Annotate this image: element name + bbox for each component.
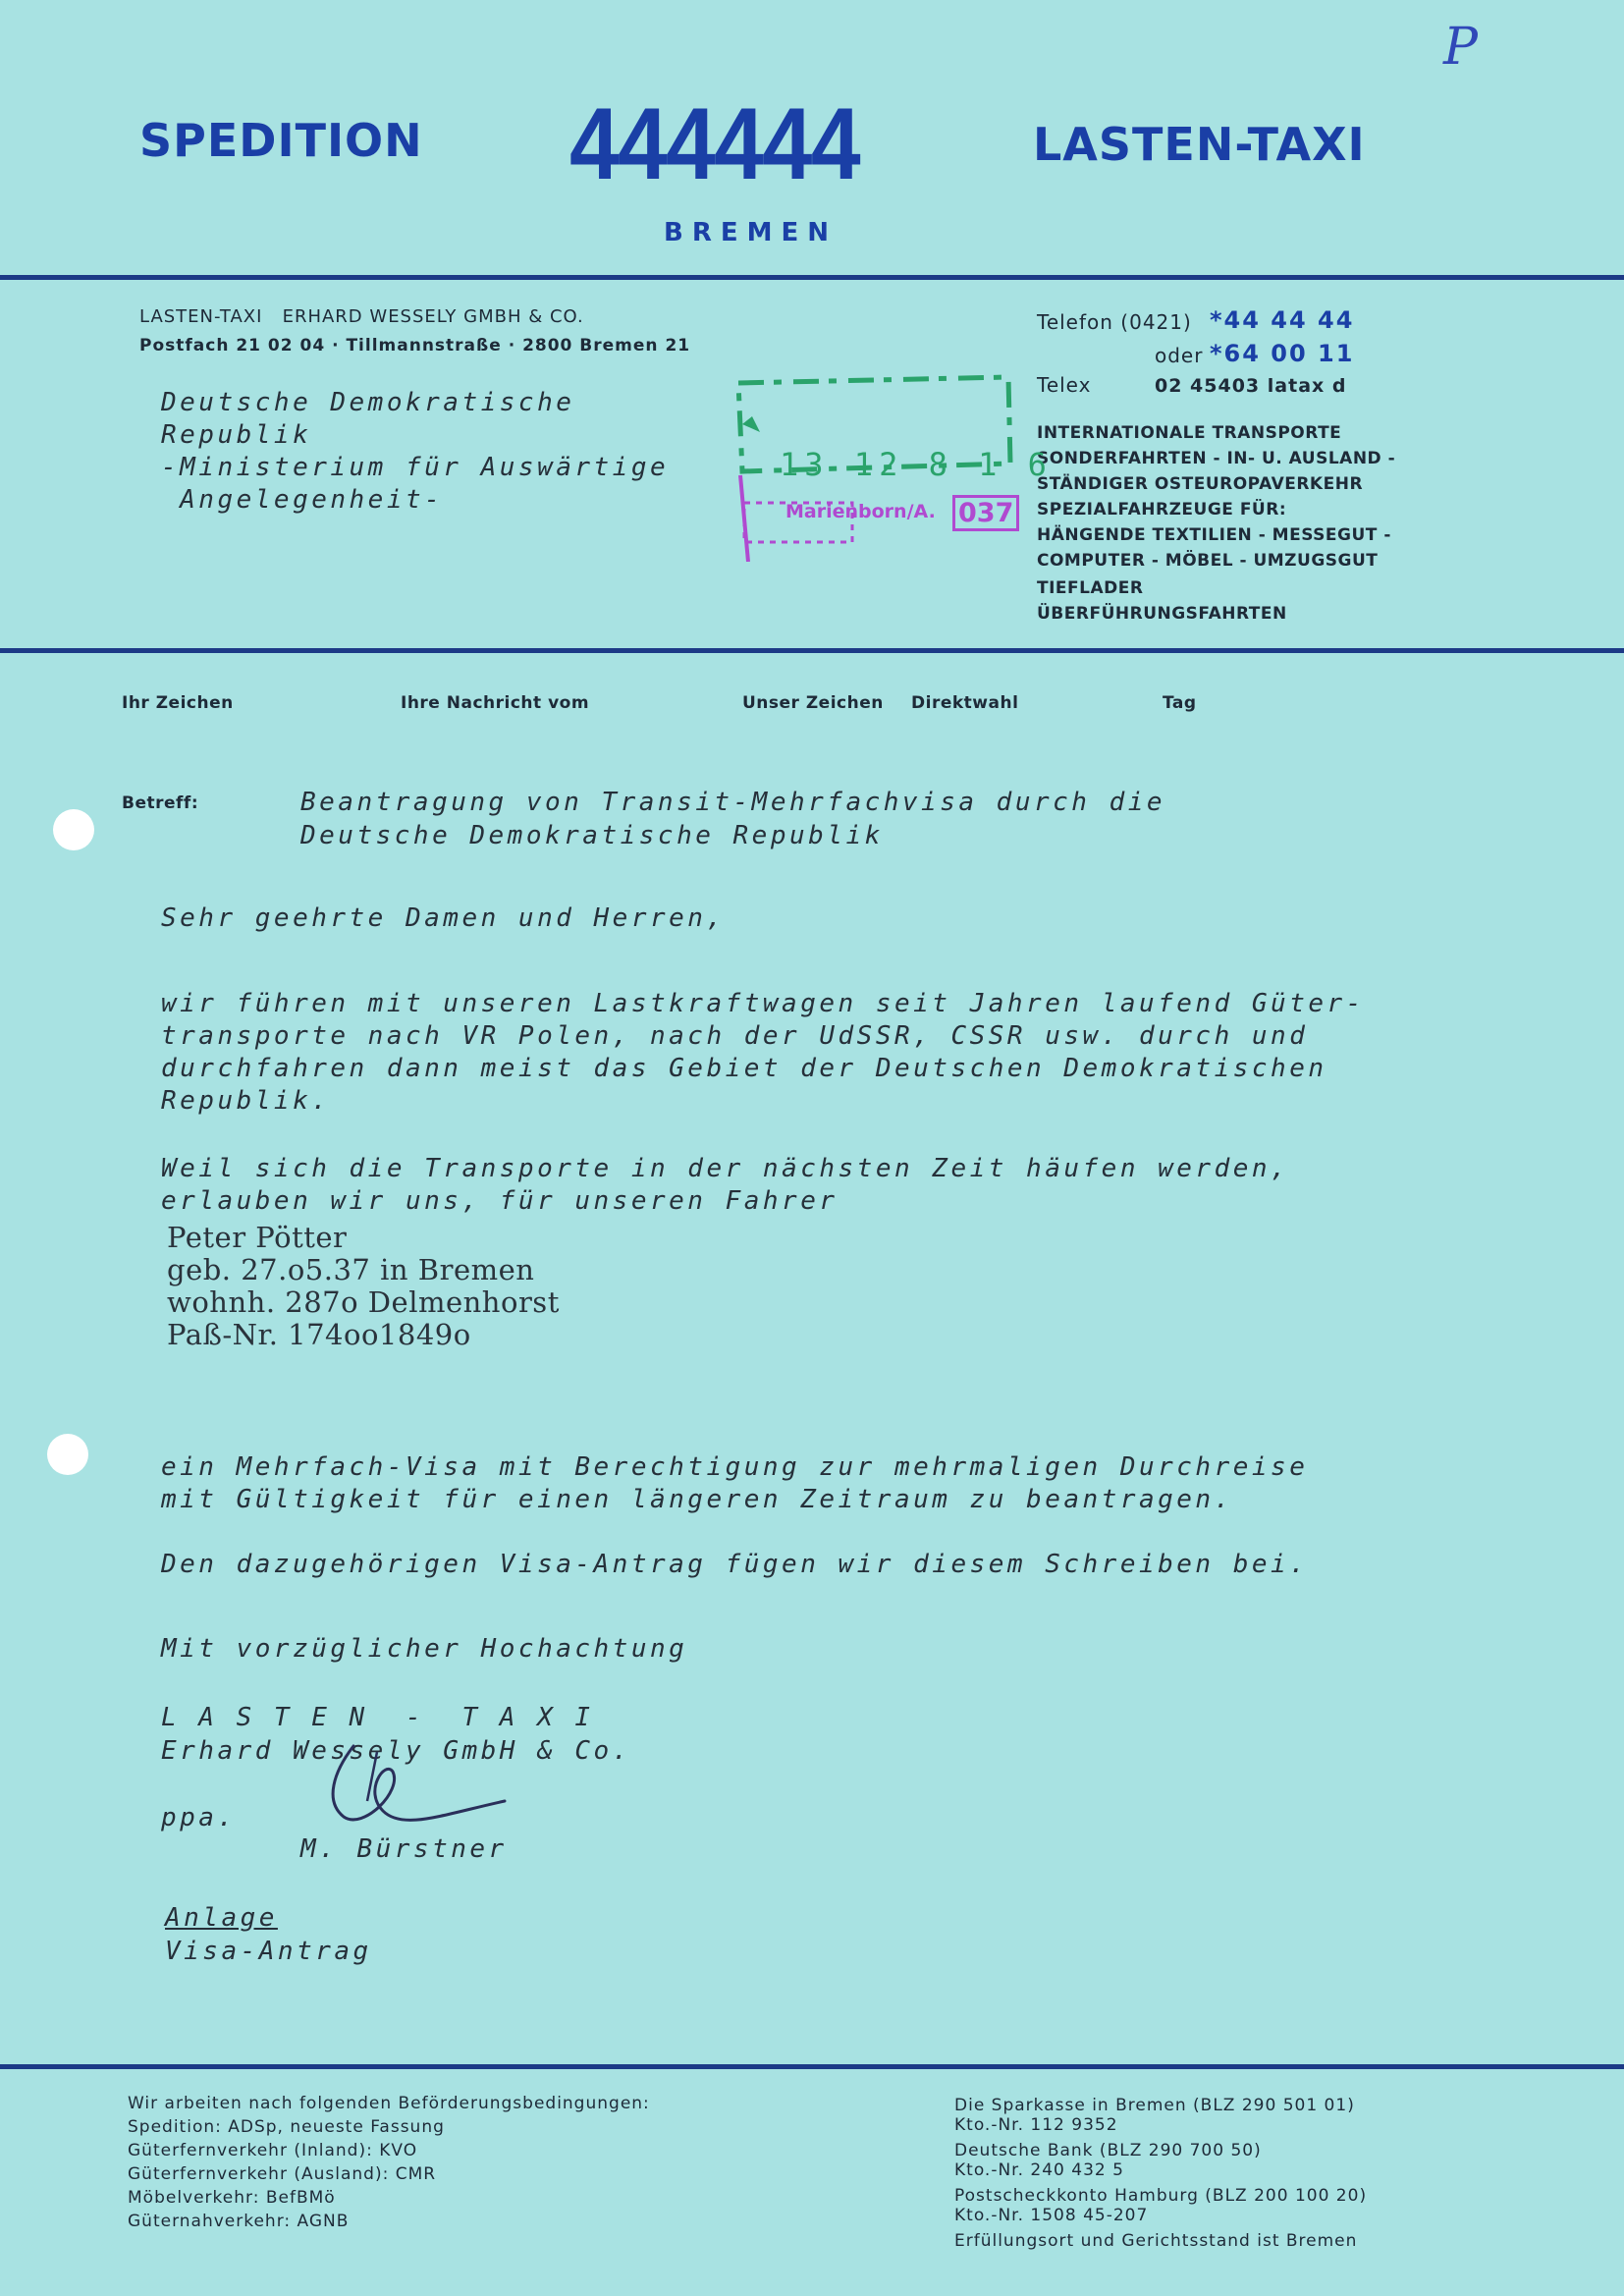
driver-line: Paß-Nr. 174oo1849o bbox=[167, 1318, 471, 1351]
paragraph-4: Den dazugehörigen Visa-Antrag fügen wir diesem Schreiben bei. bbox=[161, 1550, 1309, 1579]
betreff-label: Betreff: bbox=[122, 793, 199, 813]
telefon-number: *44 44 44 bbox=[1210, 306, 1355, 334]
body-line: wir führen mit unseren Lastkraftwagen seit Jahren laufend Güter- bbox=[161, 989, 1365, 1018]
footer-line: Postscheckkonto Hamburg (BLZ 200 100 20) bbox=[954, 2186, 1368, 2206]
recipient-line: Angelegenheit- bbox=[161, 485, 444, 515]
sender-address: Postfach 21 02 04 · Tillmannstraße · 2800 Bremen 21 bbox=[139, 336, 691, 355]
telex-number: 02 45403 latax d bbox=[1155, 375, 1347, 397]
body-line: transporte nach VR Polen, nach der UdSSR, CSSR usw. durch und bbox=[161, 1021, 1309, 1051]
letterhead-city: BREMEN bbox=[664, 218, 838, 247]
betreff-text bbox=[300, 786, 1165, 852]
footer-line: Die Sparkasse in Bremen (BLZ 290 501 01) bbox=[954, 2096, 1355, 2115]
body-line: mit Gültigkeit für einen längeren Zeitraum zu beantragen. bbox=[161, 1485, 1233, 1514]
punch-hole bbox=[47, 1434, 88, 1475]
service-line: INTERNATIONALE TRANSPORTE bbox=[1037, 423, 1342, 443]
driver-line: Peter Pötter bbox=[167, 1221, 348, 1254]
paragraph-2 bbox=[161, 1153, 1289, 1218]
paragraph-3 bbox=[161, 1451, 1308, 1516]
reference-rule bbox=[0, 648, 1624, 653]
salutation: Sehr geehrte Damen und Herren, bbox=[161, 903, 726, 933]
header-rule bbox=[0, 275, 1624, 280]
signature-signer: M. Bürstner bbox=[300, 1834, 508, 1864]
recipient-line: -Ministerium für Auswärtige bbox=[161, 453, 670, 482]
punch-hole bbox=[53, 809, 94, 850]
body-line: Republik. bbox=[161, 1086, 331, 1116]
service-line: SONDERFAHRTEN - IN- U. AUSLAND - bbox=[1037, 449, 1396, 468]
stamp-code: 037 bbox=[952, 495, 1019, 531]
ref-unser-zeichen: Unser Zeichen bbox=[742, 693, 884, 713]
stamp-place: Marienborn/A. bbox=[785, 501, 936, 522]
recipient-block bbox=[161, 387, 669, 517]
footer-terms bbox=[128, 2092, 650, 2233]
oder-number: *64 00 11 bbox=[1210, 340, 1355, 367]
service-line: TIEFLADER bbox=[1037, 578, 1144, 598]
betreff-line: Beantragung von Transit-Mehrfachvisa durch die bbox=[300, 788, 1166, 817]
footer-line: Güterfernverkehr (Inland): KVO bbox=[128, 2141, 418, 2160]
betreff-line: Deutsche Demokratische Republik bbox=[300, 821, 884, 850]
signature-company-2: Erhard Wessely GmbH & Co. bbox=[161, 1736, 631, 1766]
ref-tag: Tag bbox=[1163, 693, 1197, 713]
stamp-date: 13 12 8 1 6 bbox=[780, 446, 1053, 483]
recipient-line: Deutsche Demokratische bbox=[161, 388, 575, 417]
service-line: COMPUTER - MÖBEL - UMZUGSGUT bbox=[1037, 551, 1379, 571]
driver-line: geb. 27.o5.37 in Bremen bbox=[167, 1253, 535, 1286]
oder-label: oder bbox=[1155, 344, 1204, 367]
service-line: HÄNGENDE TEXTILIEN - MESSEGUT - bbox=[1037, 525, 1391, 545]
footer-line: Güterfernverkehr (Ausland): CMR bbox=[128, 2164, 437, 2184]
ref-ihre-nachricht: Ihre Nachricht vom bbox=[401, 693, 590, 713]
footer-line: Wir arbeiten nach folgenden Beförderungsbedingungen: bbox=[128, 2094, 650, 2113]
border-stamp bbox=[729, 365, 1053, 562]
body-line: erlauben wir uns, für unseren Fahrer bbox=[161, 1186, 839, 1216]
service-line: SPEZIALFAHRZEUGE FÜR: bbox=[1037, 500, 1287, 519]
footer-line: Kto.-Nr. 1508 45-207 bbox=[954, 2206, 1149, 2225]
service-line: STÄNDIGER OSTEUROPAVERKEHR bbox=[1037, 474, 1364, 494]
footer-line: Deutsche Bank (BLZ 290 700 50) bbox=[954, 2141, 1262, 2160]
enclosure-item: Visa-Antrag bbox=[165, 1937, 372, 1966]
signature-ppa: ppa. bbox=[161, 1803, 237, 1832]
footer-line: Möbelverkehr: BefBMö bbox=[128, 2188, 336, 2208]
footer-line: Erfüllungsort und Gerichtsstand ist Bremen bbox=[954, 2231, 1358, 2251]
telex-label: Telex bbox=[1037, 373, 1092, 397]
ref-ihr-zeichen: Ihr Zeichen bbox=[122, 693, 234, 713]
driver-details bbox=[167, 1222, 560, 1351]
paragraph-1 bbox=[161, 988, 1365, 1118]
footer-rule bbox=[0, 2064, 1624, 2069]
sender-company: LASTEN-TAXI ERHARD WESSELY GMBH & CO. bbox=[139, 306, 584, 327]
footer-line: Kto.-Nr. 240 432 5 bbox=[954, 2160, 1124, 2180]
services-list bbox=[1037, 420, 1395, 627]
letterhead-number: 444444 bbox=[569, 87, 859, 201]
driver-line: wohnh. 287o Delmenhorst bbox=[167, 1285, 560, 1319]
footer-bank bbox=[954, 2096, 1367, 2251]
signature-company-1: L A S T E N - T A X I bbox=[161, 1703, 594, 1732]
recipient-line: Republik bbox=[161, 420, 312, 450]
footer-line: Kto.-Nr. 112 9352 bbox=[954, 2115, 1118, 2135]
footer-line: Güternahverkehr: AGNB bbox=[128, 2212, 350, 2231]
letterhead-lasten-taxi: LASTEN-TAXI bbox=[1033, 118, 1366, 171]
handwritten-signature bbox=[295, 1732, 511, 1850]
footer-line: Spedition: ADSp, neueste Fassung bbox=[128, 2117, 445, 2137]
telefon-label: Telefon (0421) bbox=[1037, 310, 1192, 334]
service-line: ÜBERFÜHRUNGSFAHRTEN bbox=[1037, 604, 1287, 624]
closing: Mit vorzüglicher Hochachtung bbox=[161, 1634, 688, 1664]
body-line: Weil sich die Transporte in der nächsten Zeit häufen werden, bbox=[161, 1154, 1290, 1183]
body-line: durchfahren dann meist das Gebiet der Deutschen Demokratischen bbox=[161, 1054, 1327, 1083]
ref-direktwahl: Direktwahl bbox=[911, 693, 1019, 713]
letterhead-spedition: SPEDITION bbox=[139, 114, 423, 167]
body-line: ein Mehrfach-Visa mit Berechtigung zur mehrmaligen Durchreise bbox=[161, 1452, 1309, 1482]
handwritten-mark: P bbox=[1443, 18, 1478, 77]
enclosure-label: Anlage bbox=[165, 1903, 278, 1933]
